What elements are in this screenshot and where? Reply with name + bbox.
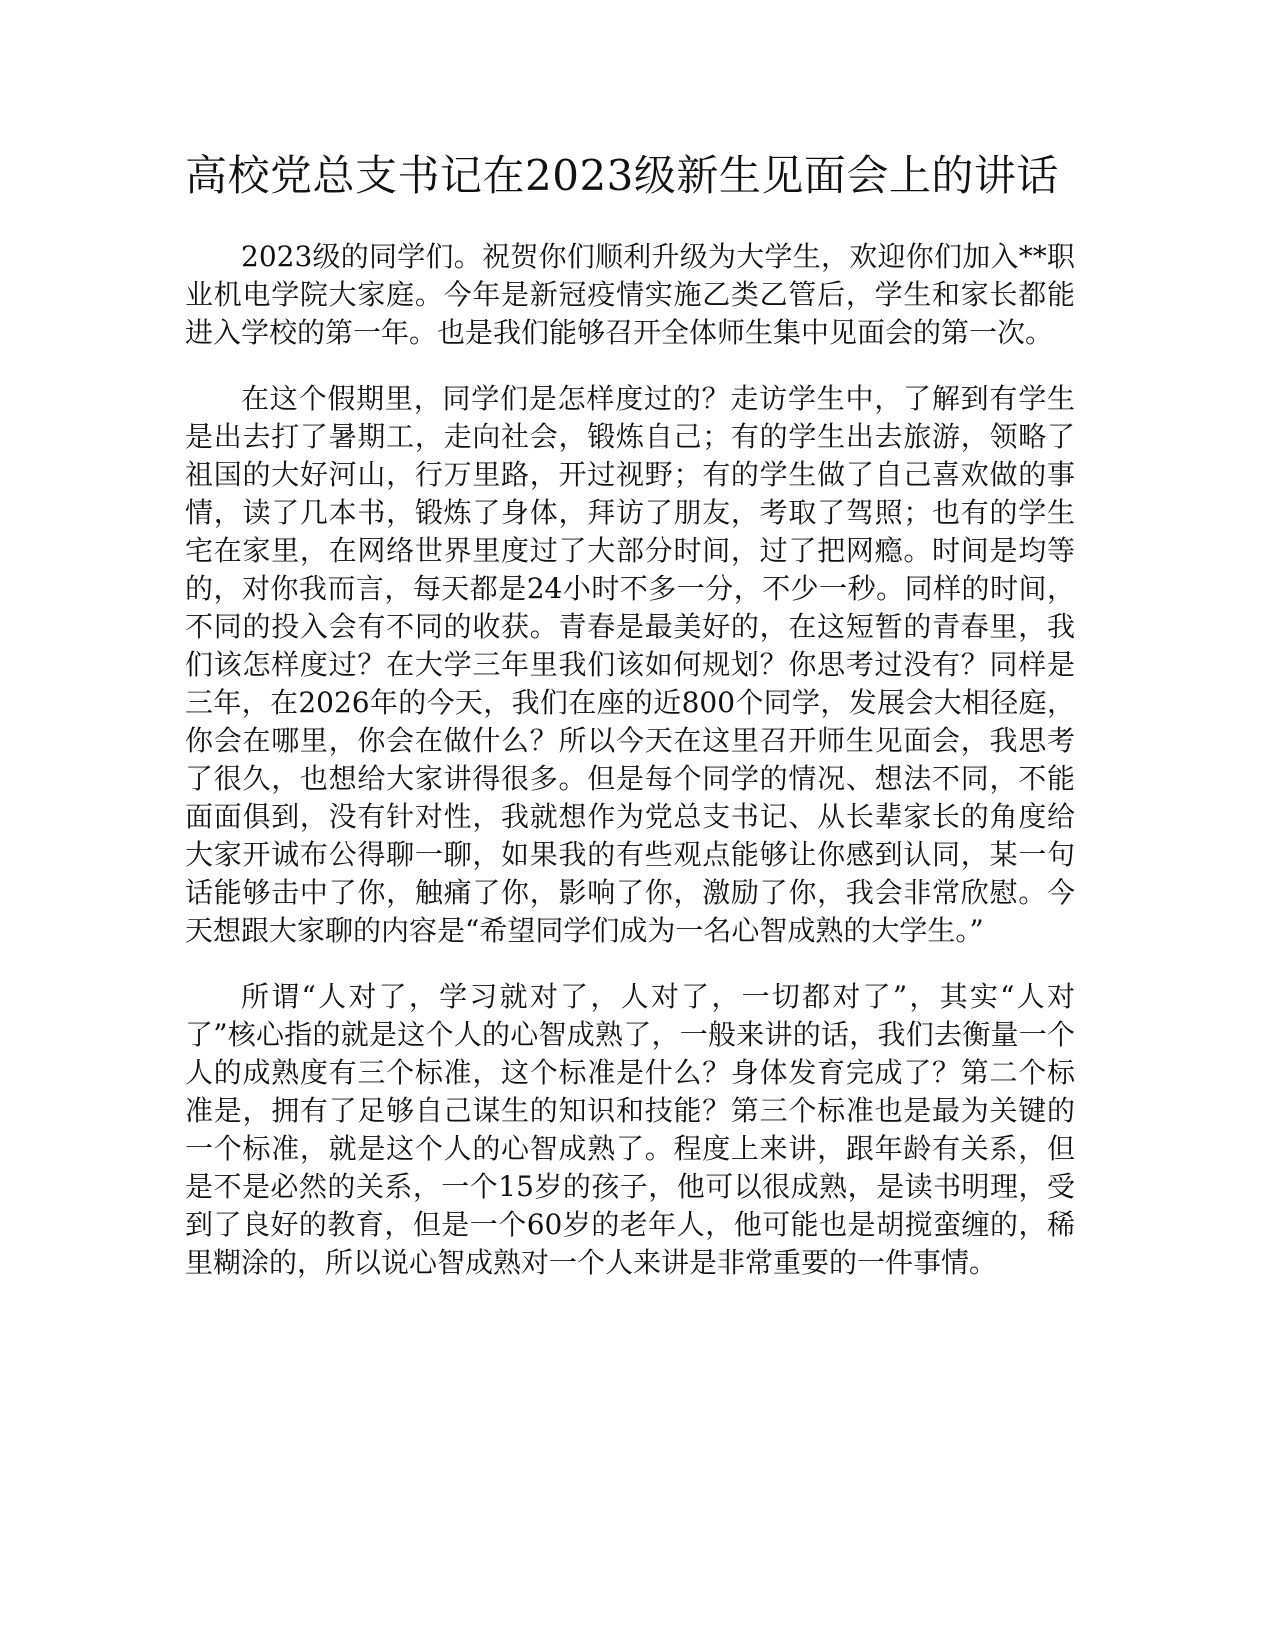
document-title: 高校党总支书记在2023级新生见面会上的讲话 — [185, 151, 1059, 200]
paragraph-1: 2023级的同学们。祝贺你们顺利升级为大学生，欢迎你们加入**职业机电学院大家庭。今年是新冠疫情实施乙类乙管后，学生和家长都能进入学校的第一年。也是我们能够召开全体师生集中见面会的第一次。 — [185, 240, 1075, 349]
document-body — [185, 150, 1075, 1310]
paragraph-3: 所谓“人对了，学习就对了，人对了，一切都对了”，其实“人对了”核心指的就是这个人的心智成熟了，一般来讲的话，我们去衡量一个人的成熟度有三个标准，这个标准是什么？身体发育完成了？第二个标准是，拥有了足够自己谋生的知识和技能？第三个标准也是最为关键的一个标准，就是这个人的心智成熟了。程度上来讲，跟年龄有关系，但是不是必然的关系，一个15岁的孩子，他可以很成熟，是读书明理，受到了良好的教育，但是一个60岁的老年人，他可能也是胡搅蛮缠的，稀里糊涂的，所以说心智成熟对一个人来讲是非常重要的一件事情。 — [185, 980, 1075, 1279]
paragraph-2: 在这个假期里，同学们是怎样度过的？走访学生中，了解到有学生是出去打了暑期工，走向社会，锻炼自己；有的学生出去旅游，领略了祖国的大好河山，行万里路，开过视野；有的学生做了自己喜欢做的事情，读了几本书，锻炼了身体，拜访了朋友，考取了驾照；也有的学生宅在家里，在网络世界里度过了大部分时间，过了把网瘾。时间是均等的，对你我而言，每天都是24小时不多一分，不少一秒。同样的时间，不同的投入会有不同的收获。青春是最美好的，在这短暂的青春里，我们该怎样度过？在大学三年里我们该如何规划？你思考过没有？同样是三年，在2026年的今天，我们在座的近800个同学，发展会大相径庭，你会在哪里，你会在做什么？所以今天在这里召开师生见面会，我思考了很久，也想给大家讲得很多。但是每个同学的情况、想法不同，不能面面俱到，没有针对性，我就想作为党总支书记、从长辈家长的角度给大家开诚布公得聊一聊，如果我的有些观点能够让你感到认同，某一句话能够击中了你，触痛了你，影响了你，激励了你，我会非常欣慰。今天想跟大家聊的内容是“希望同学们成为一名心智成熟的大学生。” — [185, 382, 1075, 947]
